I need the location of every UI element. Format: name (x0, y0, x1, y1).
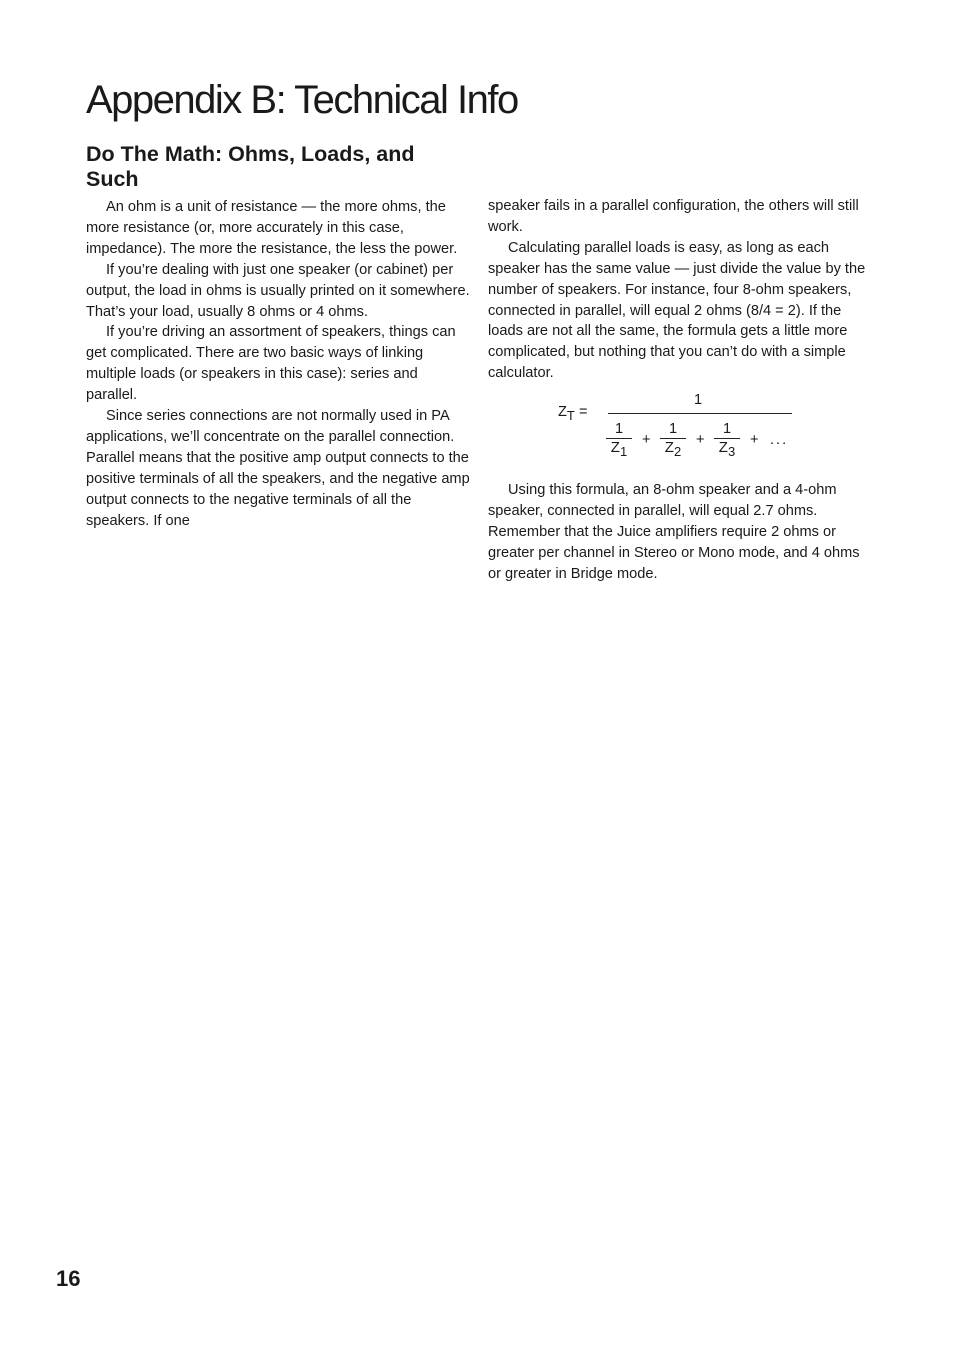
formula-term-1: $\frac{1}{Z_1}$ (606, 420, 632, 461)
paragraph-calculating-loads: Calculating parallel loads is easy, as long as each speaker has the same value — just divide the value by the number of speakers. For instance, four 8-ohm speakers, connected in parallel, will equal 2 ohms (8/4 = 2). If the loads are not all the same, the formula gets a little more complicated, but nothing that you can’t do with a simple calculator. (488, 239, 866, 382)
right-column (488, 196, 868, 585)
formula-term-3: $\frac{1}{Z_3}$ (714, 420, 740, 461)
formula-fraction-bar (608, 413, 792, 414)
parallel-impedance-formula (488, 390, 868, 472)
formula-plus-3: + (750, 432, 759, 449)
paragraph-ohm-definition: An ohm is a unit of resistance — the more ohms, the more resistance (or, more accurately in this case, impedance). The more the resistance, the less the power. (86, 199, 458, 257)
left-column (86, 197, 470, 532)
formula-numerator: 1 (694, 392, 703, 409)
formula-term-2: $\frac{1}{Z_2}$ (660, 420, 686, 461)
paragraph-continuation: speaker fails in a parallel configuration, the others will still work. (488, 198, 859, 235)
formula-plus-2: + (696, 432, 705, 449)
section-heading: Do The Math: Ohms, Loads, and Such (86, 142, 415, 191)
formula-lhs: $Z_T$ = (558, 404, 588, 424)
page-number: 16 (56, 1266, 81, 1291)
paragraph-single-speaker: If you’re dealing with just one speaker (or cabinet) per output, the load in ohms is usually printed on it somewhere. That’s your load, usually 8 ohms or 4 ohms. (86, 261, 470, 320)
page-title: Appendix B: Technical Info (86, 78, 518, 122)
paragraph-formula-result: Using this formula, an 8-ohm speaker and a 4-ohm speaker, connected in parallel, will equal 2.7 ohms. Remember that the Juice amplifiers require 2 ohms or greater per channel in Stereo or Mono mode, and 4 ohms or greater in Bridge mode. (488, 482, 860, 582)
formula-plus-1: + (642, 432, 651, 449)
paragraph-parallel-connection: Since series connections are not normally used in PA applications, we’ll concentrate on the parallel connection. Parallel means that the positive amp output connects to the positive terminals of all the speakers, and the negative amp output connects to the negative terminals of all the speakers. If one (86, 408, 470, 529)
paragraph-assortment: If you’re driving an assortment of speakers, things can get complicated. There are two basic ways of linking multiple loads (or speakers in this case): series and parallel. (86, 324, 456, 404)
formula-ellipsis: ... (770, 432, 789, 449)
